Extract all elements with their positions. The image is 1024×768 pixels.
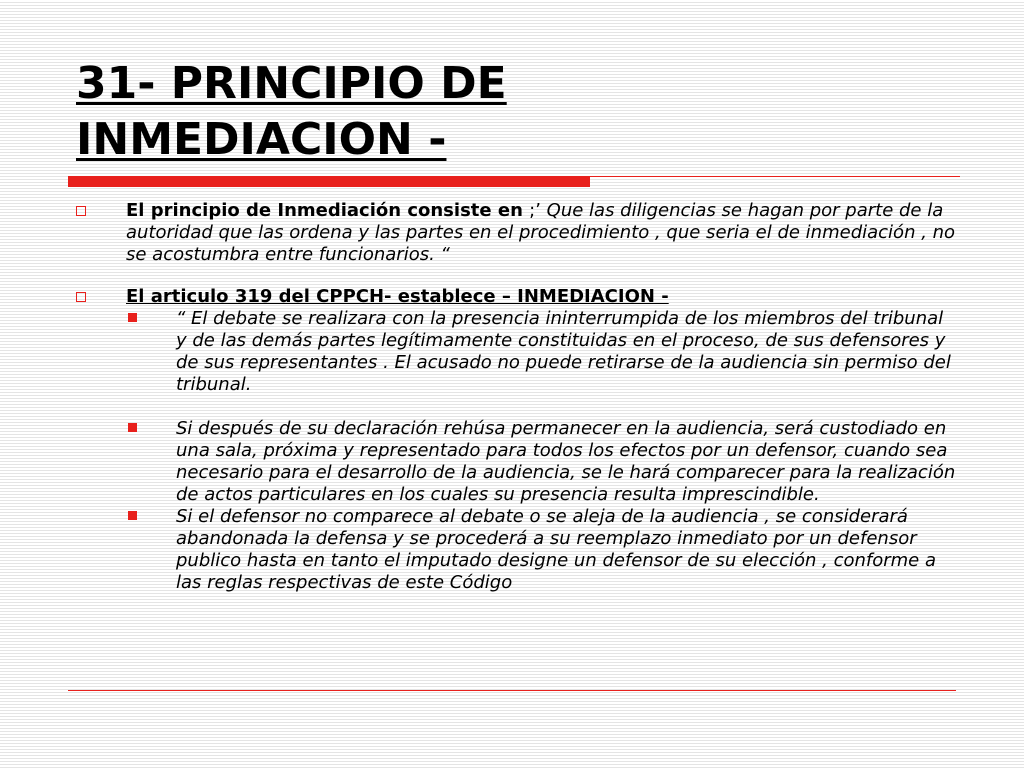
bullet-article-319 <box>76 286 956 308</box>
hollow-square-bullet-icon <box>76 206 86 216</box>
principle-definition-punct: ;’ <box>529 200 547 221</box>
sub-bullet-accused-refusal <box>76 418 956 506</box>
sub-bullet-text: “ El debate se realizara con la presencia ininterrumpida de los miembros del tribunal y de las demás partes legítimamente constituidas en el proceso, de sus defensores y de sus representantes . El acusado no puede retirarse de la audiencia sin permiso del tribunal. <box>176 308 951 395</box>
title-accent-bar <box>68 176 590 187</box>
principle-definition-quote: Que las diligencias se hagan por parte de la autoridad que las ordena y las partes en el procedimiento , que seria el de inmediación , no se acostumbra entre funcionarios. “ <box>126 200 956 265</box>
footer-accent-line <box>68 690 956 691</box>
title-accent-line <box>590 176 960 177</box>
principle-definition-lead: El principio de Inmediación consiste en <box>126 200 530 221</box>
slide-title-line-2: INMEDIACION - <box>76 114 447 165</box>
article-319-heading: El articulo 319 del CPPCH- establece – INMEDIACION - <box>126 286 669 307</box>
hollow-square-bullet-icon <box>76 292 86 302</box>
sub-bullet-defender-absence <box>76 506 956 594</box>
solid-square-bullet-icon <box>128 313 137 322</box>
bullet-principle-definition <box>76 200 956 266</box>
slide-title-line-1: 31- PRINCIPIO DE <box>76 58 507 109</box>
sub-bullet-text: Si el defensor no comparece al debate o se aleja de la audiencia , se considerará abandonada la defensa y se procederá a su reemplazo inmediato por un defensor publico hasta en tanto el imputado designe un defensor de su elección , conforme a las reglas respectivas de este Código <box>176 506 936 593</box>
sub-bullet-debate-presence <box>76 308 956 396</box>
solid-square-bullet-icon <box>128 423 137 432</box>
slide-title <box>76 56 956 168</box>
solid-square-bullet-icon <box>128 511 137 520</box>
sub-bullet-text: Si después de su declaración rehúsa permanecer en la audiencia, será custodiado en una sala, próxima y representado para todos los efectos por un defensor, cuando sea necesario para el desarrollo de la audiencia, se le hará comparecer para la realización de actos particulares en los cuales su presencia resulta imprescindible. <box>176 418 956 505</box>
slide-body <box>76 200 956 594</box>
